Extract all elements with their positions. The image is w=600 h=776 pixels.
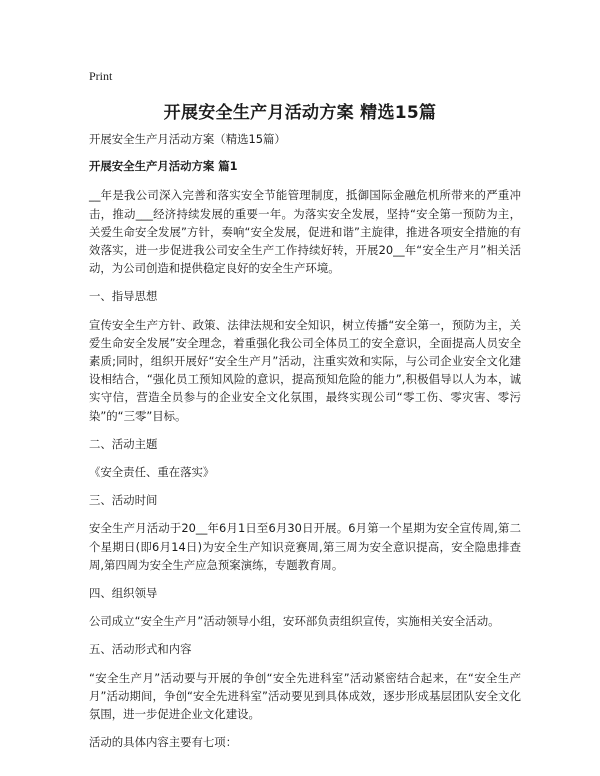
paragraph-activity-theme: 《安全责任、重在落实》 (89, 465, 215, 480)
paragraph-guiding-ideology: 宣传安全生产方针、政策、法律法规和安全知识，树立传播“安全第一，预防为主，关爱生命安全发展”安全理念，着重强化我公司全体员工的安全意识，全面提高人员安全素质;同时，组织开展好“安全生产月”活动，注重实效和实际，与公司企业安全文化建设相结合，“强化员工预知风险的意识，提高预知危险的能力”,积极倡导以人为本，诚实守信，营造全员参与的企业安全文化氛围，最终实现公司“零工伤、零灾害、零污染”的“三零”目标。 (89, 317, 521, 423)
section-title: 开展安全生产月活动方案 篇1 (89, 159, 238, 174)
heading-activity-form: 五、活动形式和内容 (89, 642, 192, 657)
heading-activity-theme: 二、活动主题 (89, 436, 158, 451)
heading-organization: 四、组织领导 (89, 586, 158, 601)
heading-guiding-ideology: 一、指导思想 (89, 289, 158, 304)
document-body (89, 130, 521, 761)
heading-activity-time: 三、活动时间 (89, 493, 158, 508)
document-title: 开展安全生产月活动方案 精选15篇 (163, 103, 437, 123)
paragraph-organization: 公司成立“安全生产月”活动领导小组，安环部负责组织宣传，实施相关安全活动。 (89, 614, 500, 629)
paragraph-activity-form: “安全生产月”活动要与开展的争创“安全先进科室”活动紧密结合起来，在“安全生产月”活动期间，争创“安全先进科室”活动要见到具体成效，逐步形成基层团队安全文化氛围，进一步促进企业文化建设。 (89, 670, 521, 722)
paragraph-activity-items: 活动的具体内容主要有七项： (89, 735, 238, 750)
print-label: Print (89, 69, 113, 83)
intro-paragraph: __年是我公司深入完善和落实安全节能管理制度，抵御国际金融危机所带来的严重冲击，推动___经济持续发展的重要一年。为落实安全发展，坚持“安全第一预防为主，关爱生命安全发展”方针，奏响“安全发展，促进和谐”主旋律，推进各项安全措施的有效落实，进一步促进我公司安全生产工作持续好转，开展20__年“安全生产月”相关活动，为公司创造和提供稳定良好的安全生产环境。 (89, 188, 521, 276)
paragraph-activity-time: 安全生产月活动于20__年6月1日至6月30日开展。6月第一个星期为安全宣传周,第二个星期日(即6月14日)为安全生产知识竞赛周,第三周为安全意识提高，安全隐患排查周,第四周为安全生产应急预案演练，专题教育周。 (89, 521, 521, 572)
document-subtitle: 开展安全生产月活动方案（精选15篇） (89, 132, 286, 146)
